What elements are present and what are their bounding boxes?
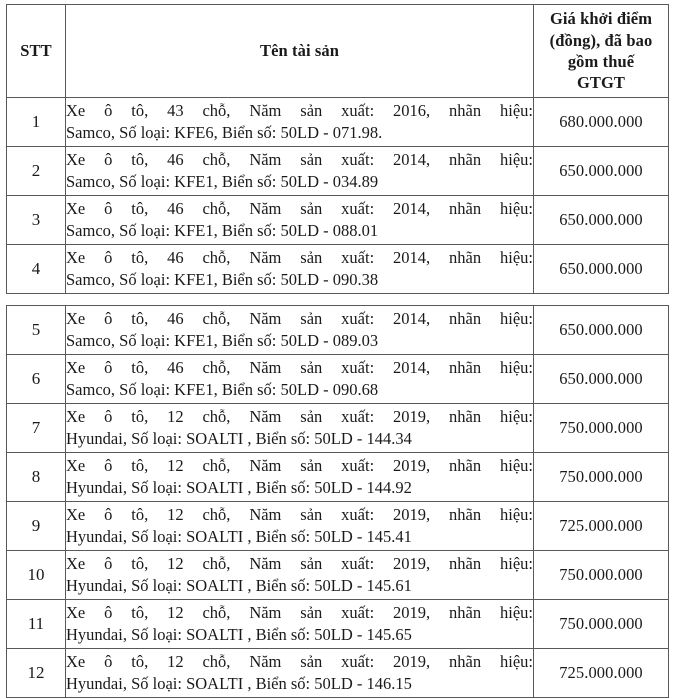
asset-description-line-2: Samco, Số loại: KFE1, Biển số: 50LD - 090.68	[66, 380, 379, 399]
asset-description-line-2: Hyundai, Số loại: SOALTI , Biển số: 50LD - 145.61	[66, 576, 412, 595]
row-index: 7	[7, 404, 66, 453]
row-index: 11	[7, 600, 66, 649]
starting-price: 650.000.000	[534, 306, 669, 355]
asset-table-section-1	[6, 4, 669, 294]
asset-description-line-2: Hyundai, Số loại: SOALTI , Biển số: 50LD - 146.15	[66, 674, 412, 693]
asset-description-line-2: Hyundai, Số loại: SOALTI , Biển số: 50LD - 144.92	[66, 478, 412, 497]
starting-price: 725.000.000	[534, 502, 669, 551]
table-row	[7, 196, 669, 245]
asset-description	[66, 147, 534, 196]
table-row	[7, 453, 669, 502]
row-index: 4	[7, 245, 66, 294]
starting-price: 680.000.000	[534, 98, 669, 147]
table-body-section-2	[7, 306, 669, 698]
asset-description	[66, 551, 534, 600]
starting-price: 650.000.000	[534, 196, 669, 245]
asset-description-line-2: Samco, Số loại: KFE1, Biển số: 50LD - 088.01	[66, 221, 379, 240]
table-row	[7, 355, 669, 404]
asset-description	[66, 502, 534, 551]
starting-price: 650.000.000	[534, 245, 669, 294]
table-row	[7, 600, 669, 649]
asset-description-line-1: Xe ô tô, 12 chỗ, Năm sản xuất: 2019, nhãn hiệu:	[66, 456, 533, 476]
table-row	[7, 649, 669, 698]
column-header-stt: STT	[7, 5, 66, 98]
starting-price: 750.000.000	[534, 453, 669, 502]
asset-description	[66, 453, 534, 502]
asset-description-line-1: Xe ô tô, 46 chỗ, Năm sản xuất: 2014, nhãn hiệu:	[66, 358, 533, 378]
row-index: 9	[7, 502, 66, 551]
asset-description	[66, 245, 534, 294]
row-index: 12	[7, 649, 66, 698]
table-row	[7, 551, 669, 600]
asset-description	[66, 649, 534, 698]
row-index: 10	[7, 551, 66, 600]
price-header-line-4: GTGT	[576, 73, 626, 93]
row-index: 3	[7, 196, 66, 245]
asset-description-line-1: Xe ô tô, 12 chỗ, Năm sản xuất: 2019, nhãn hiệu:	[66, 407, 533, 427]
asset-table	[6, 4, 669, 294]
asset-description-line-1: Xe ô tô, 46 chỗ, Năm sản xuất: 2014, nhãn hiệu:	[66, 309, 533, 329]
row-index: 8	[7, 453, 66, 502]
asset-description-line-2: Samco, Số loại: KFE1, Biển số: 50LD - 090.38	[66, 270, 379, 289]
asset-description-line-2: Samco, Số loại: KFE1, Biển số: 50LD - 034.89	[66, 172, 379, 191]
table-row	[7, 306, 669, 355]
starting-price: 650.000.000	[534, 355, 669, 404]
table-row	[7, 245, 669, 294]
asset-description-line-1: Xe ô tô, 46 chỗ, Năm sản xuất: 2014, nhãn hiệu:	[66, 248, 533, 268]
asset-description-line-1: Xe ô tô, 46 chỗ, Năm sản xuất: 2014, nhãn hiệu:	[66, 199, 533, 219]
price-header-line-1: Giá khởi điểm	[549, 9, 653, 29]
row-index: 5	[7, 306, 66, 355]
asset-description-line-2: Hyundai, Số loại: SOALTI , Biển số: 50LD - 144.34	[66, 429, 412, 448]
asset-table-section-2	[6, 305, 669, 698]
asset-description-line-1: Xe ô tô, 43 chỗ, Năm sản xuất: 2016, nhãn hiệu:	[66, 101, 533, 121]
asset-description	[66, 600, 534, 649]
asset-description	[66, 196, 534, 245]
column-header-asset-name: Tên tài sản	[66, 5, 534, 98]
starting-price: 750.000.000	[534, 404, 669, 453]
table-body-section-1	[7, 98, 669, 294]
table-row	[7, 147, 669, 196]
asset-description-line-1: Xe ô tô, 12 chỗ, Năm sản xuất: 2019, nhãn hiệu:	[66, 652, 533, 672]
asset-description	[66, 355, 534, 404]
starting-price: 650.000.000	[534, 147, 669, 196]
row-index: 1	[7, 98, 66, 147]
asset-description-line-2: Samco, Số loại: KFE1, Biển số: 50LD - 089.03	[66, 331, 379, 350]
table-header-row	[7, 5, 669, 98]
asset-description	[66, 98, 534, 147]
starting-price: 750.000.000	[534, 551, 669, 600]
table-row	[7, 502, 669, 551]
price-header-line-2: (đồng), đã bao	[549, 30, 653, 50]
asset-description-line-1: Xe ô tô, 12 chỗ, Năm sản xuất: 2019, nhãn hiệu:	[66, 505, 533, 525]
row-index: 6	[7, 355, 66, 404]
asset-description	[66, 404, 534, 453]
asset-description-line-1: Xe ô tô, 12 chỗ, Năm sản xuất: 2019, nhãn hiệu:	[66, 603, 533, 623]
table-row	[7, 98, 669, 147]
asset-description-line-1: Xe ô tô, 12 chỗ, Năm sản xuất: 2019, nhãn hiệu:	[66, 554, 533, 574]
row-index: 2	[7, 147, 66, 196]
asset-description-line-2: Hyundai, Số loại: SOALTI , Biển số: 50LD - 145.65	[66, 625, 412, 644]
starting-price: 725.000.000	[534, 649, 669, 698]
table-header	[7, 5, 669, 98]
starting-price: 750.000.000	[534, 600, 669, 649]
asset-description-line-2: Samco, Số loại: KFE6, Biển số: 50LD - 071.98.	[66, 123, 383, 142]
asset-description	[66, 306, 534, 355]
asset-description-line-2: Hyundai, Số loại: SOALTI , Biển số: 50LD - 145.41	[66, 527, 412, 546]
asset-table-continued	[6, 305, 669, 698]
column-header-starting-price	[534, 5, 669, 98]
table-row	[7, 404, 669, 453]
price-header-line-3: gồm thuế	[567, 52, 635, 71]
asset-description-line-1: Xe ô tô, 46 chỗ, Năm sản xuất: 2014, nhãn hiệu:	[66, 150, 533, 170]
